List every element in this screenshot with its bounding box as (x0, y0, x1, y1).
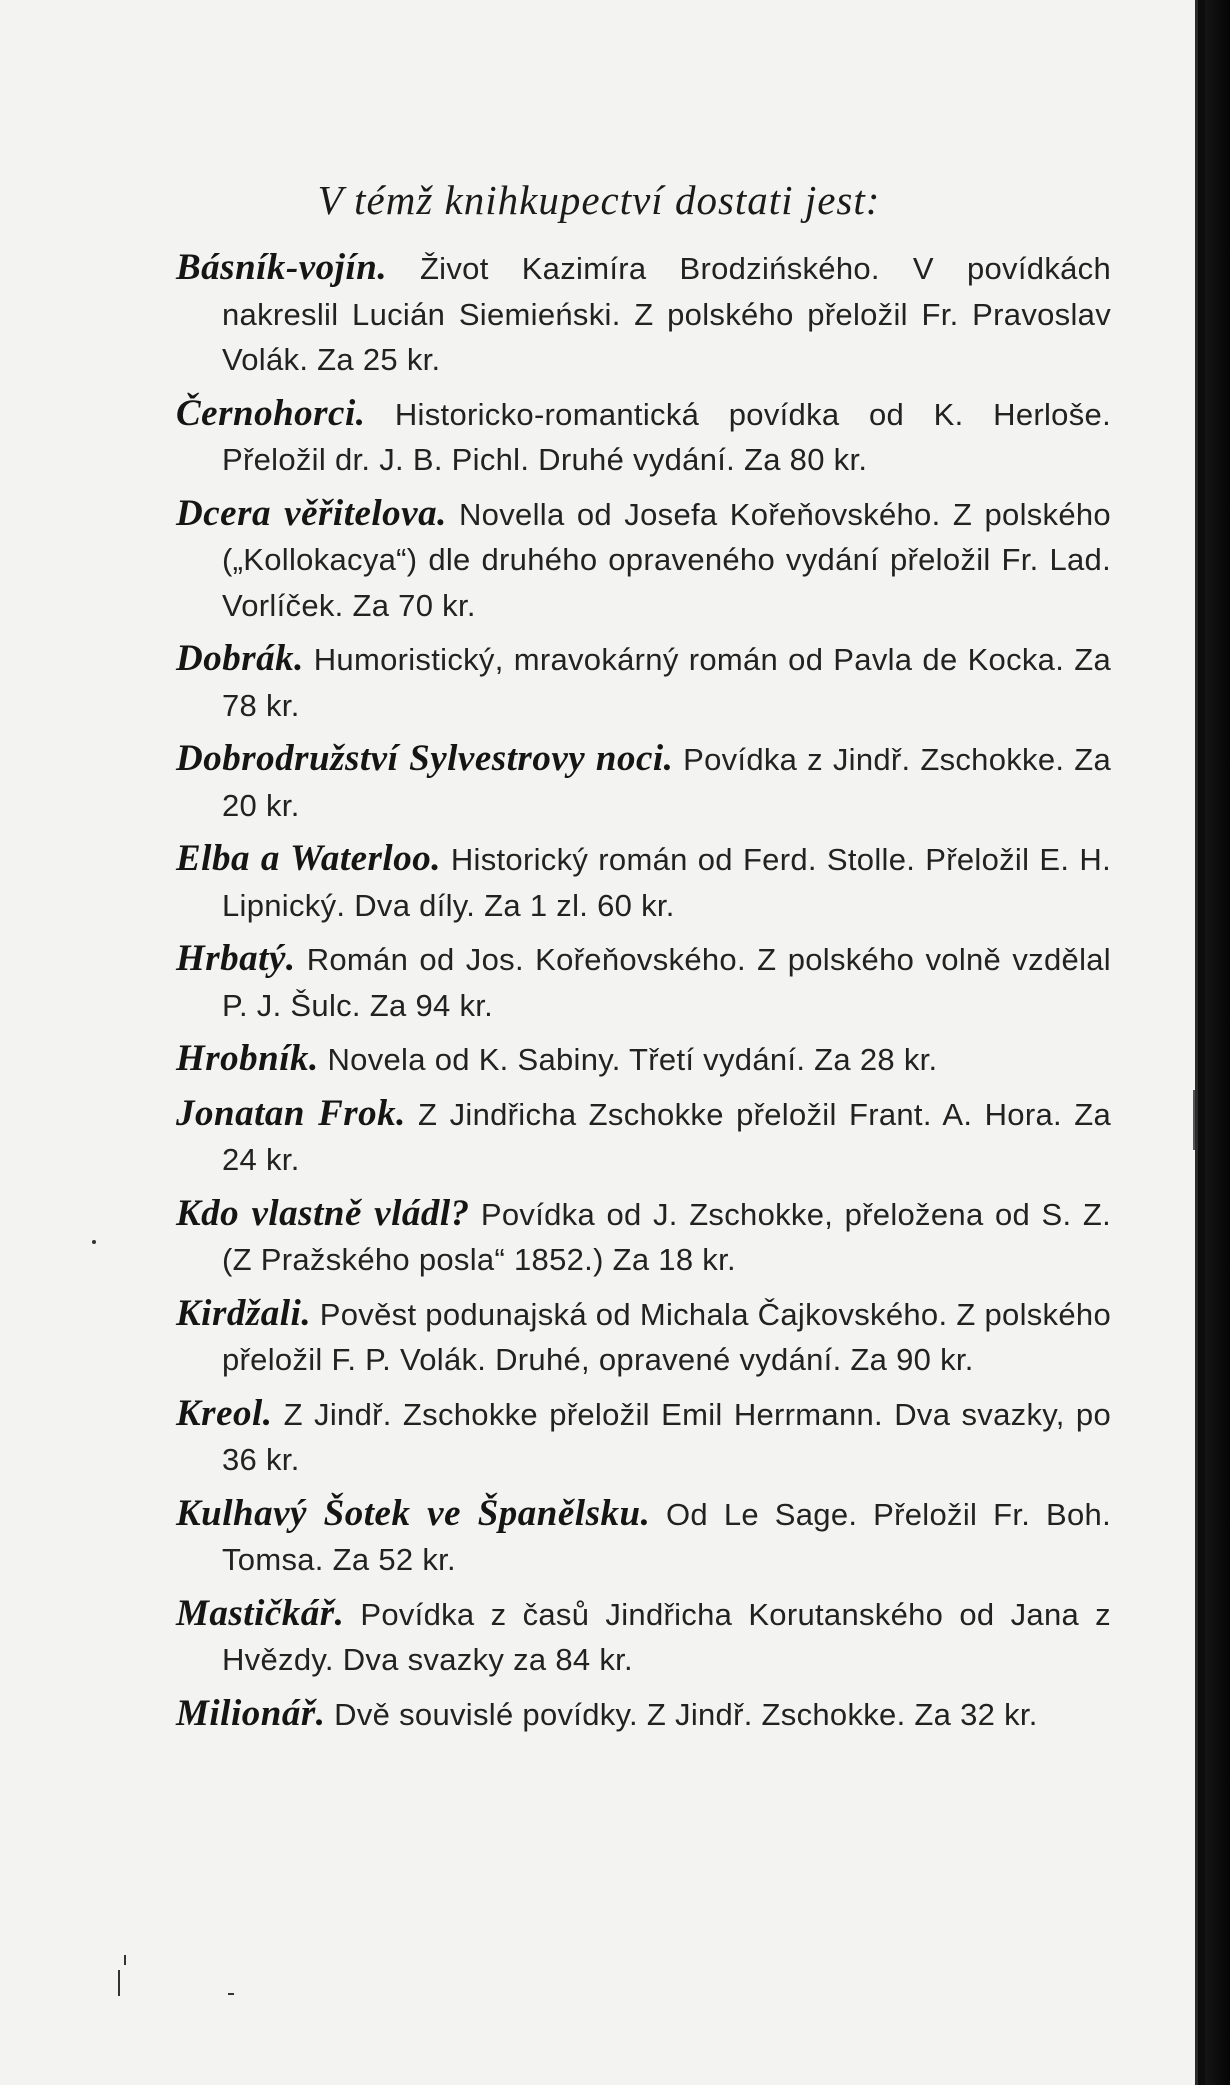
entry-title: Kdo vlastně vládl? (176, 1192, 470, 1234)
entry-description: Z Jindřicha Zschokke přeložil Frant. A. Hora. Za 24 kr. (222, 1096, 1112, 1177)
scan-speck (124, 1955, 126, 1965)
catalog-entry (176, 1691, 1111, 1738)
scan-speck (228, 1993, 234, 1995)
entry-description: Pověst podunajská od Michala Čajkovského. Z polského přeložil F. P. Volák. Druhé, opravené vydání. Za 90 kr. (222, 1296, 1111, 1377)
entry-description: Historicko-romantická povídka od K. Herloše. Přeložil dr. J. B. Pichl. Druhé vydání. Za 80 kr. (222, 396, 1111, 477)
entry-title: Básník-vojín. (176, 247, 388, 288)
catalog-entry (176, 636, 1111, 728)
entry-title: Milionář. (176, 1692, 326, 1734)
catalog-entry (176, 1191, 1111, 1283)
entry-description: Román od Jos. Kořeňovského. Z polského volně vzdělal P. J. Šulc. Za 94 kr. (222, 942, 1111, 1023)
scan-speck (92, 1240, 96, 1244)
entry-description: Povídka z časů Jindřicha Korutanského od Jana z Hvězdy. Dva svazky za 84 kr. (222, 1596, 1111, 1677)
catalog-entry (176, 391, 1111, 483)
entry-description: Z Jindř. Zschokke přeložil Emil Herrmann. Dva svazky, po 36 kr. (222, 1396, 1111, 1477)
scan-speck (118, 1970, 120, 1996)
entry-description: Povídka od J. Zschokke, přeložena od S. Z. (Z Pražského posla“ 1852.) Za 18 kr. (222, 1196, 1111, 1277)
catalog-entry (176, 1491, 1111, 1583)
entry-title: Kulhavý Šotek ve Španělsku. (176, 1492, 651, 1534)
entry-title: Dcera věřitelova. (176, 492, 447, 534)
page-edge-shadow (1205, 0, 1230, 2085)
entry-title: Hrbatý. (176, 938, 296, 979)
catalog-entry (176, 491, 1111, 629)
entry-description: Povídka z Jindř. Zschokke. Za 20 kr. (222, 742, 1111, 823)
scan-speck (1193, 1090, 1195, 1150)
entry-description: Historický román od Ferd. Stolle. Přeložil E. H. Lipnický. Dva díly. Za 1 zl. 60 kr. (222, 842, 1111, 923)
entry-description: Od Le Sage. Přeložil Fr. Boh. Tomsa. Za 52 kr. (222, 1496, 1112, 1577)
page-heading: V témž knihkupectví dostati jest: (317, 177, 881, 223)
catalog-entry (176, 245, 1111, 383)
catalog-entry (176, 836, 1111, 928)
catalog-list (176, 245, 1111, 1745)
catalog-entry (176, 1591, 1111, 1683)
entry-title: Černohorci. (176, 392, 366, 434)
entry-title: Dobrodružství Sylvestrovy noci. (176, 738, 674, 779)
entry-title: Hrobník. (176, 1038, 319, 1079)
entry-description: Dvě souvislé povídky. Z Jindř. Zschokke. Za 32 kr. (334, 1696, 1038, 1732)
catalog-entry (176, 736, 1111, 828)
entry-description: Novella od Josefa Kořeňovského. Z polského („Kollokacya“) dle druhého opraveného vydání přeložil Fr. Lad. Vorlíček. Za 70 kr. (222, 496, 1111, 623)
catalog-entry (176, 1091, 1111, 1183)
entry-title: Mastičkář. (176, 1592, 345, 1634)
entry-title: Kreol. (176, 1392, 273, 1434)
catalog-entry (176, 1036, 1111, 1083)
entry-title: Elba a Waterloo. (176, 838, 441, 879)
entry-title: Kirdžali. (176, 1292, 312, 1334)
entry-title: Jonatan Frok. (176, 1092, 406, 1134)
entry-description: Život Kazimíra Brodzińského. V povídkách nakreslil Lucián Siemieński. Z polského přeložil Fr. Pravoslav Volák. Za 25 kr. (222, 251, 1111, 377)
catalog-entry (176, 1391, 1111, 1483)
catalog-entry (176, 1291, 1111, 1383)
entry-description: Humoristický, mravokárný román od Pavla de Kocka. Za 78 kr. (222, 642, 1111, 723)
entry-title: Dobrák. (176, 638, 304, 679)
catalog-entry (176, 936, 1111, 1028)
entry-description: Novela od K. Sabiny. Třetí vydání. Za 28 kr. (327, 1042, 938, 1077)
